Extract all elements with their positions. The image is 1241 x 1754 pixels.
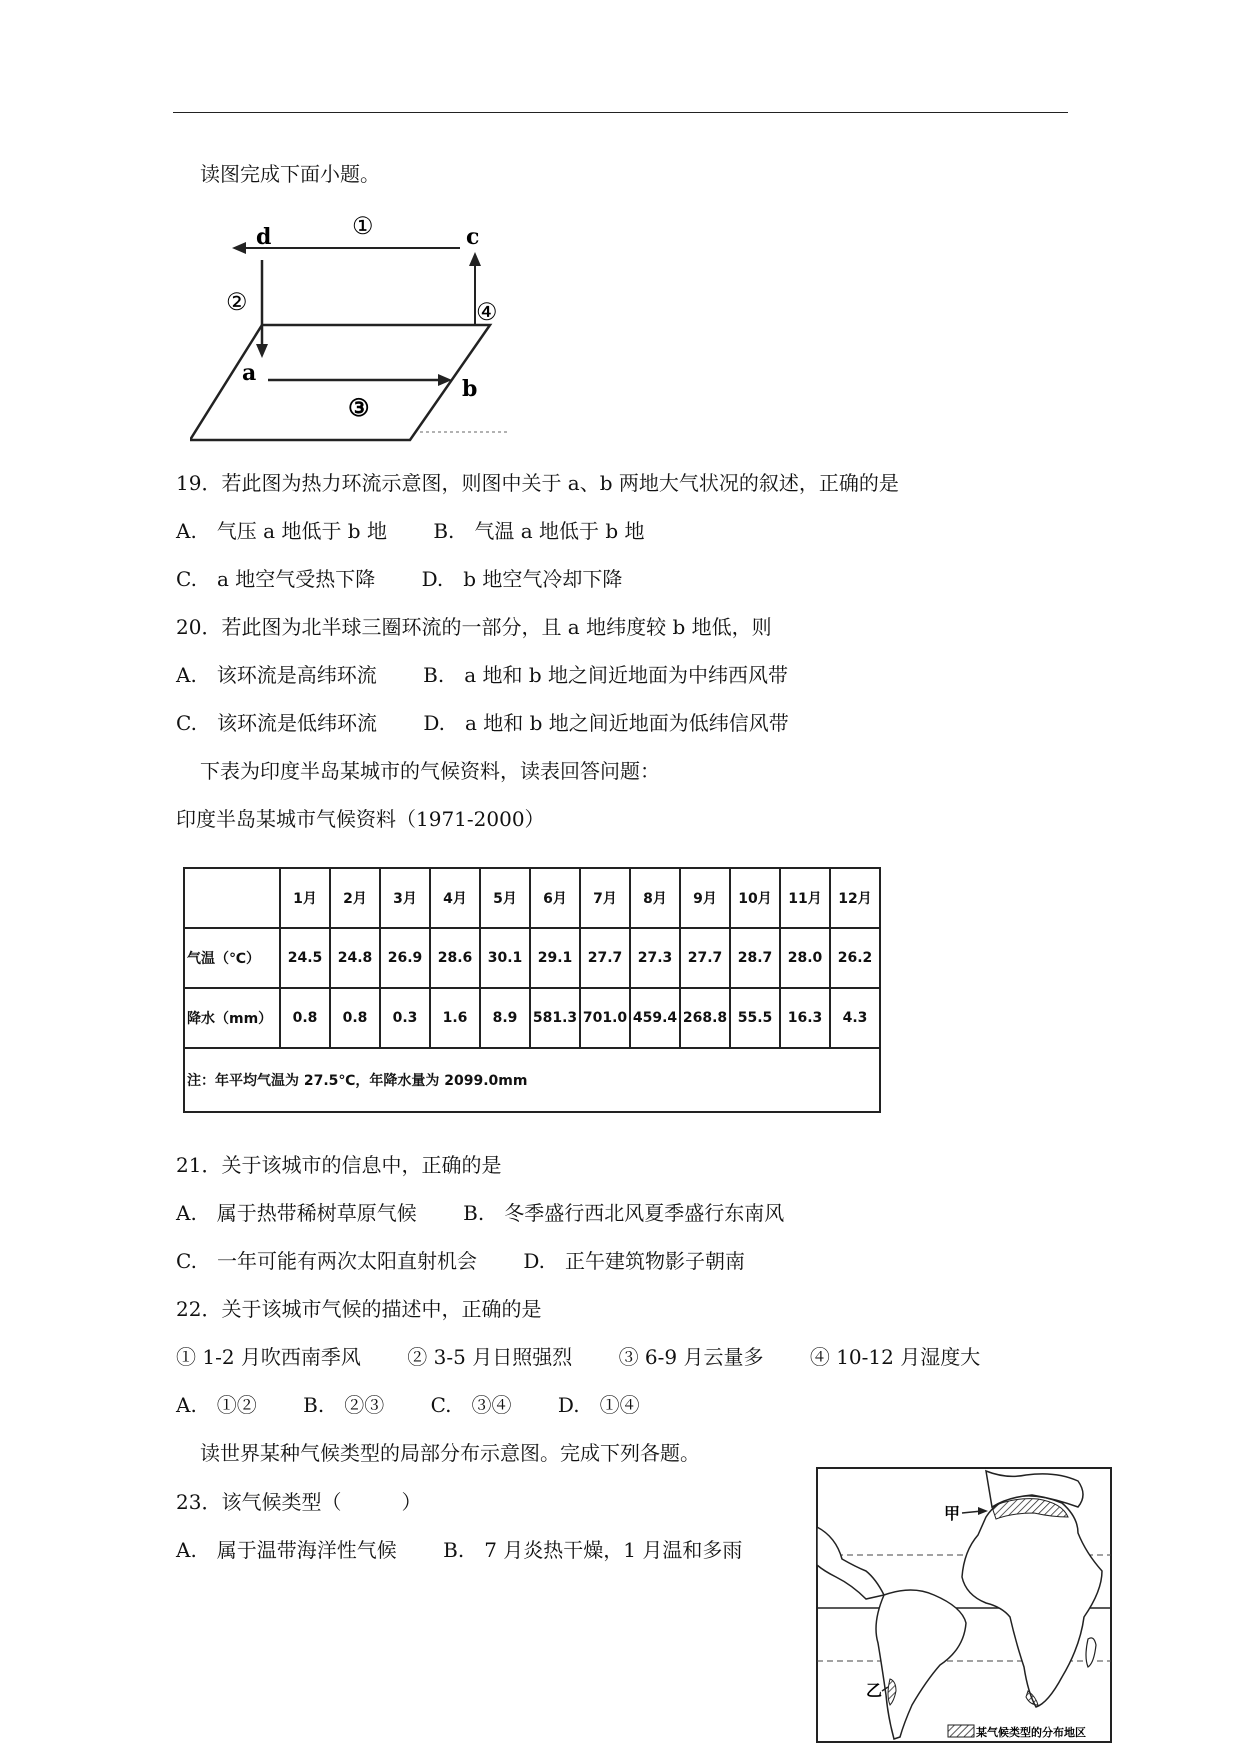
q22-items bbox=[176, 1344, 980, 1370]
arrow-1-head bbox=[232, 242, 246, 254]
q21-option-c[interactable]: C. 一年可能有两次太阳直射机会 bbox=[176, 1249, 477, 1273]
precipitation-cell: 55.5 bbox=[730, 988, 780, 1048]
q19-option-d[interactable]: D. b 地空气冷却下降 bbox=[421, 567, 623, 591]
q23-option-a[interactable]: A. 属于温带海洋性气候 bbox=[176, 1538, 397, 1562]
precipitation-cell: 8.9 bbox=[480, 988, 530, 1048]
precipitation-cell: 459.4 bbox=[630, 988, 680, 1048]
month-header: 2月 bbox=[330, 868, 380, 928]
month-header: 10月 bbox=[730, 868, 780, 928]
temperature-label: 气温（℃） bbox=[184, 928, 280, 988]
label-b: b bbox=[462, 376, 478, 402]
table-header-row bbox=[184, 868, 880, 928]
q20-option-a[interactable]: A. 该环流是高纬环流 bbox=[176, 663, 377, 687]
q20-stem: 20．若此图为北半球三圈环流的一部分，且 a 地纬度较 b 地低，则 bbox=[176, 615, 772, 639]
precipitation-cell: 268.8 bbox=[680, 988, 730, 1048]
q20-option-d[interactable]: D. a 地和 b 地之间近地面为低纬信风带 bbox=[423, 711, 789, 735]
temperature-cell: 30.1 bbox=[480, 928, 530, 988]
label-4: ④ bbox=[476, 298, 498, 326]
month-header: 1月 bbox=[280, 868, 330, 928]
q22-item-4: ④ 10-12 月湿度大 bbox=[809, 1345, 981, 1369]
legend-swatch bbox=[948, 1725, 974, 1737]
q19-options-row2 bbox=[176, 566, 622, 592]
month-header: 6月 bbox=[530, 868, 580, 928]
label-c: c bbox=[466, 224, 480, 250]
circulation-diagram bbox=[190, 210, 520, 450]
temperature-cell: 28.6 bbox=[430, 928, 480, 988]
q23-stem: 23．该气候类型（ ） bbox=[176, 1490, 422, 1514]
temperature-cell: 28.0 bbox=[780, 928, 830, 988]
intro-text-1: 读图完成下面小题。 bbox=[200, 162, 380, 186]
month-header: 7月 bbox=[580, 868, 630, 928]
precipitation-cell: 701.0 bbox=[580, 988, 630, 1048]
label-d: d bbox=[256, 224, 272, 250]
q19-option-c[interactable]: C. a 地空气受热下降 bbox=[176, 567, 376, 591]
temperature-cell: 26.2 bbox=[830, 928, 880, 988]
month-header: 8月 bbox=[630, 868, 680, 928]
q22-option-c[interactable]: C. ③④ bbox=[430, 1393, 512, 1417]
q21-option-b[interactable]: B. 冬季盛行西北风夏季盛行东南风 bbox=[463, 1201, 785, 1225]
q19-stem: 19．若此图为热力环流示意图，则图中关于 a、b 两地大气状况的叙述，正确的是 bbox=[176, 471, 899, 495]
q22-stem: 22．关于该城市气候的描述中，正确的是 bbox=[176, 1297, 542, 1321]
month-header: 9月 bbox=[680, 868, 730, 928]
q22-item-3: ③ 6-9 月云量多 bbox=[618, 1345, 764, 1369]
temperature-cell: 29.1 bbox=[530, 928, 580, 988]
temperature-cell: 27.7 bbox=[580, 928, 630, 988]
arrow-4-head bbox=[469, 252, 481, 266]
q23-options-row1 bbox=[176, 1537, 742, 1563]
header-rule bbox=[173, 112, 1068, 113]
q20-options-row2 bbox=[176, 710, 789, 736]
precipitation-row bbox=[184, 988, 880, 1048]
precipitation-label: 降水（mm） bbox=[184, 988, 280, 1048]
temperature-cell: 27.7 bbox=[680, 928, 730, 988]
label-yi: 乙 bbox=[866, 1681, 883, 1700]
month-header: 4月 bbox=[430, 868, 480, 928]
q21-options-row2 bbox=[176, 1248, 745, 1274]
intro-text-2: 下表为印度半岛某城市的气候资料，读表回答问题： bbox=[200, 759, 660, 783]
q20-options-row1 bbox=[176, 662, 788, 688]
q21-options-row1 bbox=[176, 1200, 784, 1226]
precipitation-cell: 0.8 bbox=[330, 988, 380, 1048]
q21-stem: 21．关于该城市的信息中，正确的是 bbox=[176, 1153, 502, 1177]
temperature-cell: 24.5 bbox=[280, 928, 330, 988]
legend-text: 某气候类型的分布地区 bbox=[976, 1726, 1086, 1739]
temperature-row bbox=[184, 928, 880, 988]
q22-item-1: ① 1-2 月吹西南季风 bbox=[176, 1345, 361, 1369]
precipitation-cell: 4.3 bbox=[830, 988, 880, 1048]
precipitation-cell: 581.3 bbox=[530, 988, 580, 1048]
q22-options bbox=[176, 1392, 640, 1418]
arrow-2-head bbox=[256, 344, 268, 358]
precipitation-cell: 1.6 bbox=[430, 988, 480, 1048]
label-jia: 甲 bbox=[944, 1504, 961, 1523]
label-a: a bbox=[242, 360, 257, 386]
precipitation-cell: 0.3 bbox=[380, 988, 430, 1048]
month-header: 11月 bbox=[780, 868, 830, 928]
q19-option-b[interactable]: B. 气温 a 地低于 b 地 bbox=[433, 519, 645, 543]
q23-option-b[interactable]: B. 7 月炎热干燥，1 月温和多雨 bbox=[443, 1538, 743, 1562]
climate-table bbox=[183, 867, 881, 1113]
q22-option-a[interactable]: A. ①② bbox=[176, 1393, 257, 1417]
q22-option-d[interactable]: D. ①④ bbox=[557, 1393, 640, 1417]
table-title: 印度半岛某城市气候资料（1971-2000） bbox=[176, 807, 545, 831]
q19-option-a[interactable]: A. 气压 a 地低于 b 地 bbox=[176, 519, 387, 543]
q20-option-b[interactable]: B. a 地和 b 地之间近地面为中纬西风带 bbox=[423, 663, 789, 687]
table-note: 注：年平均气温为 27.5℃，年降水量为 2099.0mm bbox=[184, 1048, 880, 1112]
table-corner bbox=[184, 868, 280, 928]
note-row bbox=[184, 1048, 880, 1112]
temperature-cell: 26.9 bbox=[380, 928, 430, 988]
q19-options-row1 bbox=[176, 518, 645, 544]
q22-item-2: ② 3-5 月日照强烈 bbox=[407, 1345, 573, 1369]
q20-option-c[interactable]: C. 该环流是低纬环流 bbox=[176, 711, 377, 735]
intro-text-3: 读世界某种气候类型的局部分布示意图。完成下列各题。 bbox=[200, 1441, 700, 1465]
month-header: 3月 bbox=[380, 868, 430, 928]
climate-distribution-map bbox=[816, 1467, 1112, 1743]
month-header: 5月 bbox=[480, 868, 530, 928]
month-header: 12月 bbox=[830, 868, 880, 928]
temperature-cell: 28.7 bbox=[730, 928, 780, 988]
precipitation-cell: 0.8 bbox=[280, 988, 330, 1048]
label-3: ③ bbox=[348, 393, 370, 422]
temperature-cell: 24.8 bbox=[330, 928, 380, 988]
temperature-cell: 27.3 bbox=[630, 928, 680, 988]
label-1: ① bbox=[352, 212, 374, 240]
precipitation-cell: 16.3 bbox=[780, 988, 830, 1048]
label-2: ② bbox=[226, 288, 248, 316]
q21-option-d[interactable]: D. 正午建筑物影子朝南 bbox=[523, 1249, 745, 1273]
q21-option-a[interactable]: A. 属于热带稀树草原气候 bbox=[176, 1201, 417, 1225]
q22-option-b[interactable]: B. ②③ bbox=[303, 1393, 385, 1417]
